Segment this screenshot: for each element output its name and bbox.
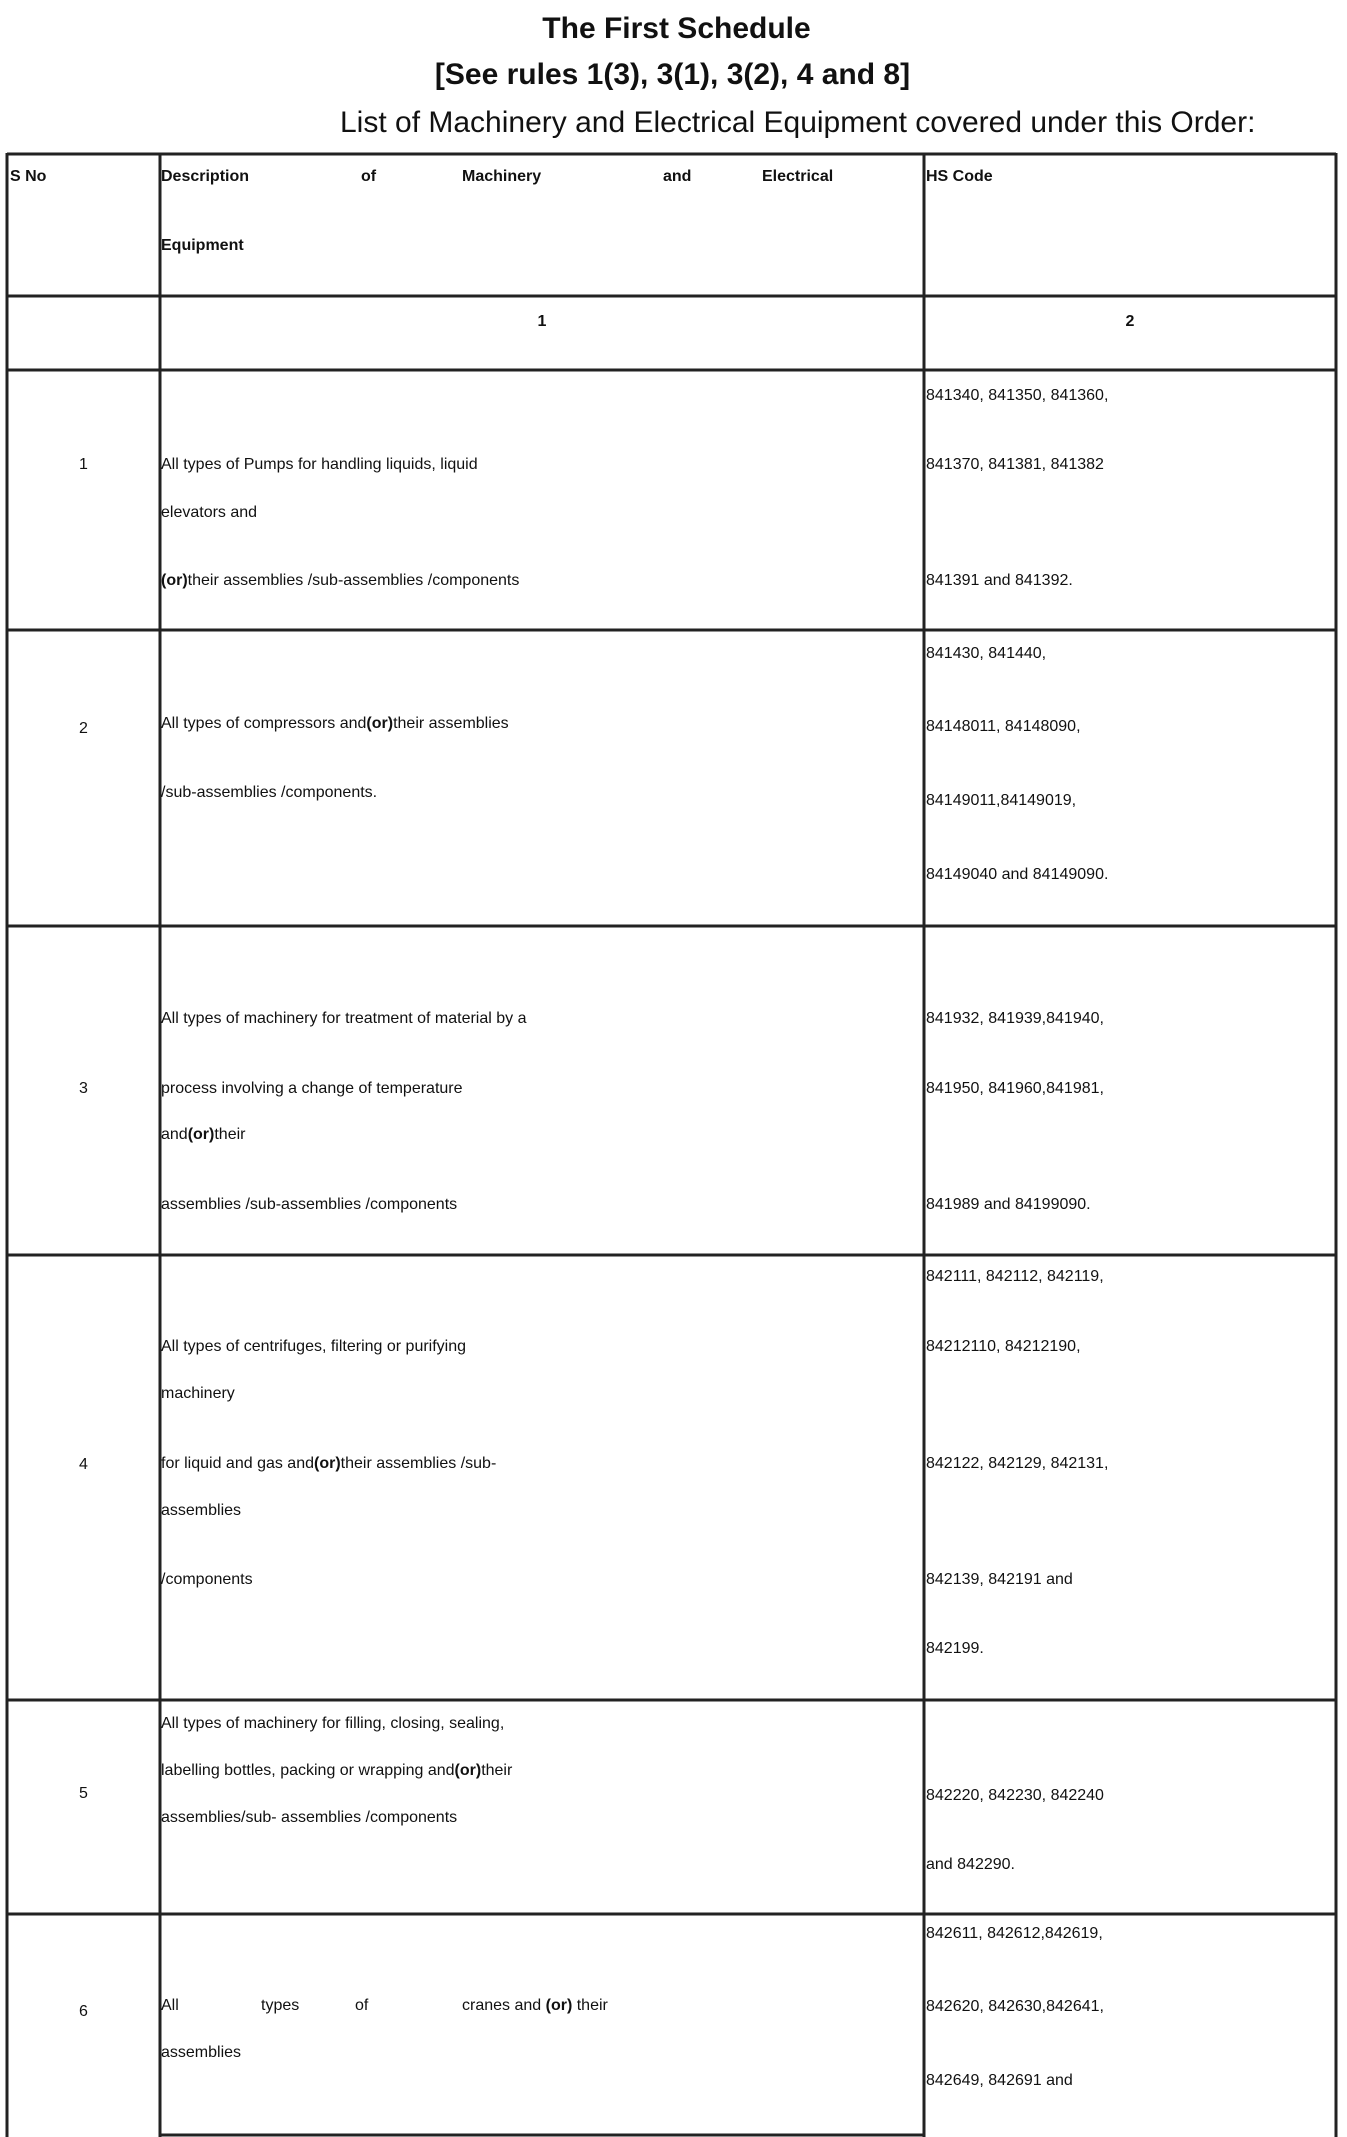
row-6-sno: 6 xyxy=(79,2003,88,2020)
row-4-desc-line5: /components xyxy=(161,1571,253,1588)
or-bold: (or) xyxy=(314,1455,341,1472)
row-5-desc-line2 xyxy=(161,1747,512,1794)
row-3-desc-line4: assemblies /sub-assemblies /components xyxy=(161,1196,458,1213)
row-6-word-of: of xyxy=(355,1997,369,2014)
row-4-desc-line3b: their assemblies /sub- xyxy=(340,1455,497,1472)
or-bold: (or) xyxy=(161,572,188,589)
row-4-hs-line2: 84212110, 84212190, xyxy=(926,1338,1081,1355)
row-2-sno: 2 xyxy=(79,720,88,737)
header-description-line2: Equipment xyxy=(161,237,244,254)
row-4-desc-line2: machinery xyxy=(161,1385,235,1402)
row-2-desc-line1 xyxy=(161,700,509,747)
row-1-hs-line1: 841340, 841350, 841360, xyxy=(926,387,1109,404)
row-3-sno: 3 xyxy=(79,1080,88,1097)
row-1-desc-line1: All types of Pumps for handling liquids, liquid xyxy=(161,456,478,473)
or-bold: (or) xyxy=(187,1126,215,1143)
row-5-desc-line1: All types of machinery for filling, closing, sealing, xyxy=(161,1715,505,1732)
row-1-hs-line3: 841391 and 841392. xyxy=(926,572,1073,589)
row-4-desc-line3 xyxy=(161,1440,496,1487)
row-2-desc-line1a: All types of compressors and xyxy=(161,715,367,732)
row-6-word-cranes-and: cranes and xyxy=(462,1997,542,2014)
row-3-desc-line3 xyxy=(161,1111,245,1158)
row-4-hs-line3: 842122, 842129, 842131, xyxy=(926,1455,1109,1472)
row-3-desc-line3b: their xyxy=(214,1126,246,1143)
row-6-desc-line2: assemblies xyxy=(161,2044,242,2061)
row-5-sno: 5 xyxy=(79,1785,88,1802)
header-word-of: of xyxy=(361,168,377,185)
intro-text: List of Machinery and Electrical Equipment covered under this Order: xyxy=(340,106,1256,139)
row-4-desc-line1: All types of centrifuges, filtering or purifying xyxy=(161,1338,467,1355)
row-6-word-their: their xyxy=(576,1997,608,2014)
row-3-desc-line3a: and xyxy=(161,1126,188,1143)
header-word-description: Description xyxy=(161,168,250,185)
row-6-phrase xyxy=(462,1982,608,2029)
row-6-hs-line3: 842649, 842691 and xyxy=(926,2072,1073,2089)
row-5-desc-line3: assemblies/sub- assemblies /components xyxy=(161,1809,458,1826)
schedule-title: The First Schedule xyxy=(542,12,811,45)
or-bold: (or) xyxy=(366,715,394,732)
row-5-hs-line2: and 842290. xyxy=(926,1856,1015,1873)
row-6-hs-line1: 842611, 842612,842619, xyxy=(926,1925,1103,1942)
row-2-hs-line2: 84148011, 84148090, xyxy=(926,718,1081,735)
row-5-desc-line2a: labelling bottles, packing or wrapping and xyxy=(161,1762,455,1779)
row-2-hs-line3: 84149011,84149019, xyxy=(926,792,1077,809)
header-hs-code: HS Code xyxy=(926,168,993,185)
row-3-desc-line2: process involving a change of temperature xyxy=(161,1080,463,1097)
row-4-sno: 4 xyxy=(79,1456,88,1473)
row-1-hs-line2: 841370, 841381, 841382 xyxy=(926,456,1104,473)
row-6-word-types: types xyxy=(261,1997,300,2014)
row-3-hs-line1: 841932, 841939,841940, xyxy=(926,1010,1104,1027)
header-word-and: and xyxy=(663,168,692,185)
row-2-desc-line1b: their assemblies xyxy=(393,715,509,732)
row-1-sno: 1 xyxy=(79,456,88,473)
row-2-hs-line1: 841430, 841440, xyxy=(926,645,1047,662)
row-3-hs-line3: 841989 and 84199090. xyxy=(926,1196,1091,1213)
row-2-desc-line2: /sub-assemblies /components. xyxy=(161,784,378,801)
column-number-2: 2 xyxy=(1125,313,1135,330)
column-number-1: 1 xyxy=(537,313,547,330)
row-4-desc-line4: assemblies xyxy=(161,1502,242,1519)
row-1-desc-line3 xyxy=(161,557,519,604)
row-4-hs-line4: 842139, 842191 and xyxy=(926,1571,1073,1588)
row-6-hs-line2: 842620, 842630,842641, xyxy=(926,1998,1104,2015)
or-bold: (or) xyxy=(545,1997,573,2014)
header-word-machinery: Machinery xyxy=(462,168,542,185)
header-word-electrical: Electrical xyxy=(762,168,834,185)
rules-reference: [See rules 1(3), 3(1), 3(2), 4 and 8] xyxy=(434,58,911,91)
or-bold: (or) xyxy=(454,1762,482,1779)
row-2-hs-line4: 84149040 and 84149090. xyxy=(926,866,1109,883)
row-6-word-all: All xyxy=(161,1997,179,2014)
row-3-desc-line1: All types of machinery for treatment of material by a xyxy=(161,1010,527,1027)
row-1-desc-line2: elevators and xyxy=(161,504,258,521)
row-5-hs-line1: 842220, 842230, 842240 xyxy=(926,1787,1104,1804)
row-1-desc-line3-text: their assemblies /sub-assemblies /components xyxy=(187,572,520,589)
row-5-desc-line2b: their xyxy=(481,1762,513,1779)
row-4-hs-line5: 842199. xyxy=(926,1640,984,1657)
header-sno: S No xyxy=(10,168,47,185)
row-3-hs-line2: 841950, 841960,841981, xyxy=(926,1080,1104,1097)
row-4-desc-line3a: for liquid and gas and xyxy=(161,1455,314,1472)
row-4-hs-line1: 842111, 842112, 842119, xyxy=(926,1268,1104,1285)
